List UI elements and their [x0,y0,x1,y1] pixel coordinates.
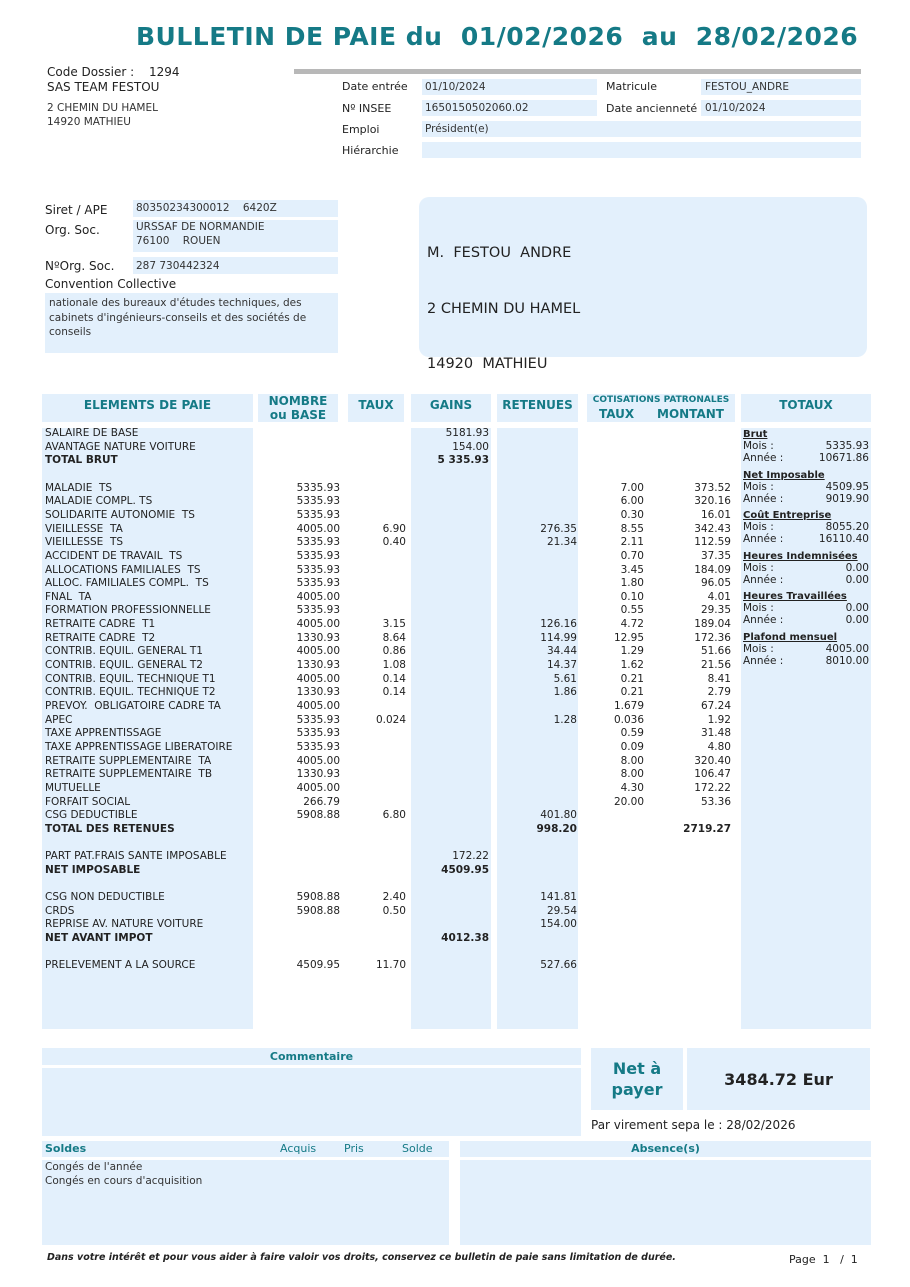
header-gains: GAINS [411,394,491,422]
row-taux: 11.70 [375,959,406,972]
totaux-annee-value: 9019.90 [825,492,869,505]
row-label: RETRAITE CADRE T1 [45,618,156,631]
row-patronal-montant: 189.04 [694,618,731,631]
row-patronal-taux: 3.45 [620,563,644,576]
row-base: 5335.93 [296,740,340,753]
hierarchie-label: Hiérarchie [342,144,399,157]
employer-address2: 14920 MATHIEU [47,116,131,128]
row-base: 4005.00 [296,754,340,767]
header-totaux: TOTAUX [741,394,871,422]
row-label: FORFAIT SOCIAL [45,795,131,808]
row-base: 5335.93 [296,577,340,590]
net-a-payer-value: 3484.72 Eur [724,1070,833,1089]
totaux-mois-value: 4005.00 [825,642,869,655]
row-label: REPRISE AV. NATURE VOITURE [45,918,204,931]
row-base: 1330.93 [296,631,340,644]
row-label: MUTUELLE [45,781,101,794]
row-taux: 0.024 [375,713,406,726]
soldes-header [42,1141,449,1157]
row-label: ALLOCATIONS FAMILIALES TS [45,563,201,576]
row-patronal-montant: 184.09 [694,563,731,576]
row-base: 5335.93 [296,604,340,617]
row-patronal-taux: 0.59 [620,727,644,740]
header-taux: TAUX [348,394,404,422]
row-patronal-montant: 320.40 [694,754,731,767]
row-label: PREVOY. OBLIGATOIRE CADRE TA [45,700,221,712]
row-label: NET IMPOSABLE [45,863,141,876]
row-retenues: 34.44 [546,645,577,658]
row-label: CSG DEDUCTIBLE [45,809,138,822]
row-gains: 172.22 [452,850,489,863]
row-label: APEC [45,713,73,726]
row-patronal-montant: 37.35 [700,549,731,562]
convention-text: nationale des bureaux d'études techniques, des cabinets d'ingénieurs-conseils et des sociétés de conseils [49,297,307,338]
row-patronal-montant: 373.52 [694,481,731,494]
row-patronal-montant: 8.41 [707,672,731,685]
row-base: 5908.88 [296,904,340,917]
totaux-mois-label: Mois : [743,521,774,533]
row-taux: 6.90 [382,522,406,535]
totaux-annee-label: Année : [743,573,784,586]
row-label: ALLOC. FAMILIALES COMPL. TS [45,577,209,590]
row-base: 5908.88 [296,809,340,822]
row-gains: 154.00 [452,440,489,453]
row-label: NET AVANT IMPOT [45,932,153,945]
row-patronal-montant: 21.56 [700,659,731,672]
row-retenues: 154.00 [540,918,577,931]
row-label: TOTAL DES RETENUES [45,822,175,835]
row-base: 5908.88 [296,891,340,904]
row-patronal-taux: 12.95 [613,631,644,644]
row-patronal-taux: 8.00 [620,754,644,767]
row-label: SALAIRE DE BASE [45,427,139,439]
row-base: 266.79 [303,795,340,808]
date-entree-label: Date entrée [342,80,408,93]
row-label: RETRAITE CADRE T2 [45,631,156,644]
totaux-annee-label: Année : [743,452,784,464]
org-soc-label: Org. Soc. [45,223,100,237]
row-patronal-taux: 2.11 [620,536,644,549]
row-retenues: 276.35 [540,522,577,535]
absences-header: Absence(s) [460,1141,871,1157]
row-patronal-taux: 0.21 [620,672,644,685]
soldes-acquis: Acquis [280,1142,317,1155]
row-patronal-montant: 2.79 [707,686,731,699]
row-patronal-montant: 4.80 [707,740,731,753]
row-patronal-montant: 29.35 [700,604,731,617]
row-patronal-montant: 1.92 [707,713,731,726]
row-taux: 2.40 [382,891,406,904]
row-patronal-taux: 0.55 [620,604,644,617]
row-patronal-montant: 172.22 [694,781,731,794]
row-label: CSG NON DEDUCTIBLE [45,891,165,904]
row-label: MALADIE TS [45,481,113,494]
row-label: PRELEVEMENT A LA SOURCE [45,959,196,972]
row-patronal-taux: 0.10 [620,590,644,603]
row-base: 1330.93 [296,659,340,672]
code-dossier-value: 1294 [149,65,180,79]
totaux-title: Brut [743,429,768,440]
row-patronal-montant: 31.48 [700,727,731,740]
row-base: 4005.00 [296,672,340,685]
row-base: 4005.00 [296,700,340,712]
totaux-mois-value: 0.00 [845,602,869,614]
soldes-pris: Pris [344,1142,364,1155]
row-retenues: 401.80 [540,809,577,822]
row-patronal-taux: 0.036 [613,713,644,726]
totaux-mois-label: Mois : [743,642,774,655]
row-patronal-taux: 1.80 [620,577,644,590]
row-base: 1330.93 [296,768,340,781]
row-taux: 6.80 [382,809,406,822]
soldes-row2: Congés en cours d'acquisition [45,1175,203,1187]
totaux-title: Coût Entreprise [743,510,832,521]
row-patronal-taux: 6.00 [620,495,644,508]
row-patronal-montant: 2719.27 [683,822,731,835]
totaux-annee-value: 0.00 [845,614,869,626]
row-patronal-taux: 4.72 [620,618,644,631]
row-patronal-taux: 0.70 [620,549,644,562]
commentaire-box [42,1068,581,1136]
row-base: 5335.93 [296,508,340,521]
totaux-annee-value: 0.00 [845,573,869,586]
virement-text: Par virement sepa le : 28/02/2026 [591,1118,796,1132]
row-retenues: 114.99 [540,631,577,644]
row-label: TAXE APPRENTISSAGE [45,727,162,740]
row-base: 4005.00 [296,522,340,535]
totaux-annee-label: Année : [743,654,784,667]
row-base: 4005.00 [296,781,340,794]
totaux-mois-value: 0.00 [845,561,869,574]
row-retenues: 29.54 [546,904,577,917]
row-patronal-taux: 20.00 [613,795,644,808]
payslip-rows [0,427,740,1027]
norg-soc-value: 287 730442324 [136,260,220,272]
row-taux: 8.64 [382,631,406,644]
page-number: Page 1 / 1 [789,1253,858,1266]
row-base: 5335.93 [296,536,340,549]
row-retenues: 21.34 [546,536,577,549]
code-dossier-label: Code Dossier : [47,65,135,79]
row-label: CONTRIB. EQUIL. TECHNIQUE T1 [45,672,216,685]
totaux-title: Heures Travaillées [743,591,847,602]
row-patronal-taux: 0.30 [620,508,644,521]
absences-box [460,1160,871,1245]
row-label: ACCIDENT DE TRAVAIL TS [45,549,183,562]
row-retenues: 1.86 [553,686,577,699]
org-soc-line1: URSSAF DE NORMANDIE [136,221,265,233]
row-retenues: 126.16 [540,618,577,631]
date-entree-value: 01/10/2024 [425,81,486,93]
totaux-mois-label: Mois : [743,440,774,452]
row-label: PART PAT.FRAIS SANTE IMPOSABLE [45,850,227,863]
row-label: CRDS [45,904,75,917]
row-retenues: 527.66 [540,959,577,972]
header-cotis-montant: MONTANT [657,407,724,421]
totaux-annee-value: 10671.86 [818,452,869,464]
row-patronal-montant: 67.24 [700,700,731,712]
row-label: TOTAL BRUT [45,454,118,467]
soldes-row1: Congés de l'année [45,1161,143,1173]
totaux-mois-label: Mois : [743,480,774,493]
row-label: SOLIDARITE AUTONOMIE TS [45,508,195,521]
row-patronal-montant: 96.05 [700,577,731,590]
row-patronal-taux: 4.30 [620,781,644,794]
recipient-line2: 2 CHEMIN DU HAMEL [427,300,581,317]
row-base: 5335.93 [296,713,340,726]
recipient-line1: M. FESTOU ANDRE [427,245,572,261]
hierarchie-box [422,142,861,158]
totaux-annee-label: Année : [743,614,784,626]
emploi-value: Président(e) [425,123,489,135]
row-taux: 0.86 [382,645,406,658]
totaux-annee-value: 8010.00 [825,654,869,667]
page-title: BULLETIN DE PAIE du 01/02/2026 au 28/02/2026 [136,22,859,51]
org-soc-line2: 76100 ROUEN [136,235,221,247]
totaux-annee-value: 16110.40 [818,533,869,545]
header-cotisations-title: COTISATIONS PATRONALES [592,395,730,405]
commentaire-header: Commentaire [42,1048,581,1065]
totaux-annee-label: Année : [743,492,784,505]
row-base: 4005.00 [296,645,340,658]
row-patronal-montant: 112.59 [694,536,731,549]
soldes-solde: Solde [402,1142,433,1155]
insee-label: Nº INSEE [342,102,392,115]
row-label: CONTRIB. EQUIL. TECHNIQUE T2 [45,686,216,699]
row-patronal-montant: 172.36 [694,631,731,644]
header-cotisations [587,394,735,422]
net-label-line1: Net à [612,1059,662,1078]
row-gains: 4012.38 [441,932,489,945]
header-retenues: RETENUES [497,394,578,422]
convention-label: Convention Collective [45,277,177,291]
totaux-title: Plafond mensuel [743,631,838,643]
row-taux: 1.08 [382,659,406,672]
totaux-title: Heures Indemnisées [743,550,858,562]
row-taux: 0.14 [382,686,406,699]
row-base: 4005.00 [296,590,340,603]
anciennete-value: 01/10/2024 [705,102,766,114]
totaux-mois-value: 4509.95 [825,480,869,493]
row-label: FNAL TA [45,590,92,603]
totaux-mois-label: Mois : [743,561,774,574]
row-label: RETRAITE SUPPLEMENTAIRE TB [45,768,213,781]
norg-soc-label: NºOrg. Soc. [45,259,115,273]
row-patronal-montant: 106.47 [694,768,731,781]
row-taux: 3.15 [382,618,406,631]
row-patronal-montant: 53.36 [700,795,731,808]
row-label: CONTRIB. EQUIL. GENERAL T2 [45,659,203,672]
row-patronal-taux: 1.29 [620,645,644,658]
row-patronal-montant: 342.43 [694,522,731,535]
row-gains: 4509.95 [441,863,489,876]
row-patronal-taux: 0.21 [620,686,644,699]
totaux-mois-value: 5335.93 [825,440,869,452]
header-cotis-taux: TAUX [599,407,635,421]
matricule-label: Matricule [606,80,657,93]
insee-value: 1650150502060.02 [425,102,529,114]
row-base: 4005.00 [296,618,340,631]
matricule-value: FESTOU_ANDRE [705,81,790,93]
row-retenues: 141.81 [540,891,577,904]
totaux-title: Net Imposable [743,469,825,481]
header-elements: ELEMENTS DE PAIE [42,394,253,422]
row-label: TAXE APPRENTISSAGE LIBERATOIRE [45,740,233,753]
row-patronal-montant: 16.01 [700,508,731,521]
net-a-payer-label [591,1058,683,1100]
row-base: 5335.93 [296,549,340,562]
siret-label: Siret / APE [45,203,108,217]
row-base: 5335.93 [296,495,340,508]
row-patronal-taux: 8.55 [620,522,644,535]
row-taux: 0.40 [382,536,406,549]
totaux-mois-label: Mois : [743,602,774,614]
row-base: 1330.93 [296,686,340,699]
row-label: VIEILLESSE TS [45,536,124,549]
row-label: RETRAITE SUPPLEMENTAIRE TA [45,754,212,767]
row-patronal-taux: 8.00 [620,768,644,781]
row-patronal-taux: 0.09 [620,740,644,753]
emploi-label: Emploi [342,123,380,136]
anciennete-label: Date ancienneté [606,102,698,115]
row-patronal-montant: 4.01 [707,590,731,603]
soldes-title: Soldes [45,1142,87,1155]
row-gains: 5181.93 [445,427,489,439]
recipient-line3: 14920 MATHIEU [427,356,548,372]
row-retenues: 1.28 [553,713,577,726]
row-retenues: 5.61 [553,672,577,685]
row-patronal-taux: 7.00 [620,481,644,494]
row-retenues: 998.20 [536,822,577,835]
row-taux: 0.14 [382,672,406,685]
footer-note: Dans votre intérêt et pour vous aider à faire valoir vos droits, conservez ce bulletin de paie sans limitation de durée. [47,1252,676,1263]
row-label: VIEILLESSE TA [45,522,123,535]
row-label: AVANTAGE NATURE VOITURE [45,440,196,453]
row-patronal-montant: 320.16 [694,495,731,508]
row-gains: 5 335.93 [437,454,489,467]
row-retenues: 14.37 [546,659,577,672]
totaux-annee-label: Année : [743,533,784,545]
row-base: 5335.93 [296,481,340,494]
row-label: MALADIE COMPL. TS [45,495,153,508]
row-base: 4509.95 [296,959,340,972]
header-nombre-line1: NOMBRE [268,394,328,408]
header-divider [294,69,861,74]
net-label-line2: payer [611,1080,663,1099]
row-label: CONTRIB. EQUIL. GENERAL T1 [45,645,203,658]
siret-value: 80350234300012 6420Z [136,202,277,214]
row-base: 5335.93 [296,727,340,740]
row-base: 5335.93 [296,563,340,576]
row-patronal-montant: 51.66 [700,645,731,658]
row-patronal-taux: 1.62 [620,659,644,672]
employer-address1: 2 CHEMIN DU HAMEL [47,102,158,114]
row-patronal-taux: 1.679 [613,700,644,712]
header-nombre-line2: ou BASE [269,408,327,422]
row-taux: 0.50 [382,904,406,917]
employer-name: SAS TEAM FESTOU [47,80,160,94]
recipient-address [427,207,580,392]
row-label: FORMATION PROFESSIONNELLE [45,604,211,617]
header-nombre [258,394,338,422]
totaux-mois-value: 8055.20 [825,521,869,533]
